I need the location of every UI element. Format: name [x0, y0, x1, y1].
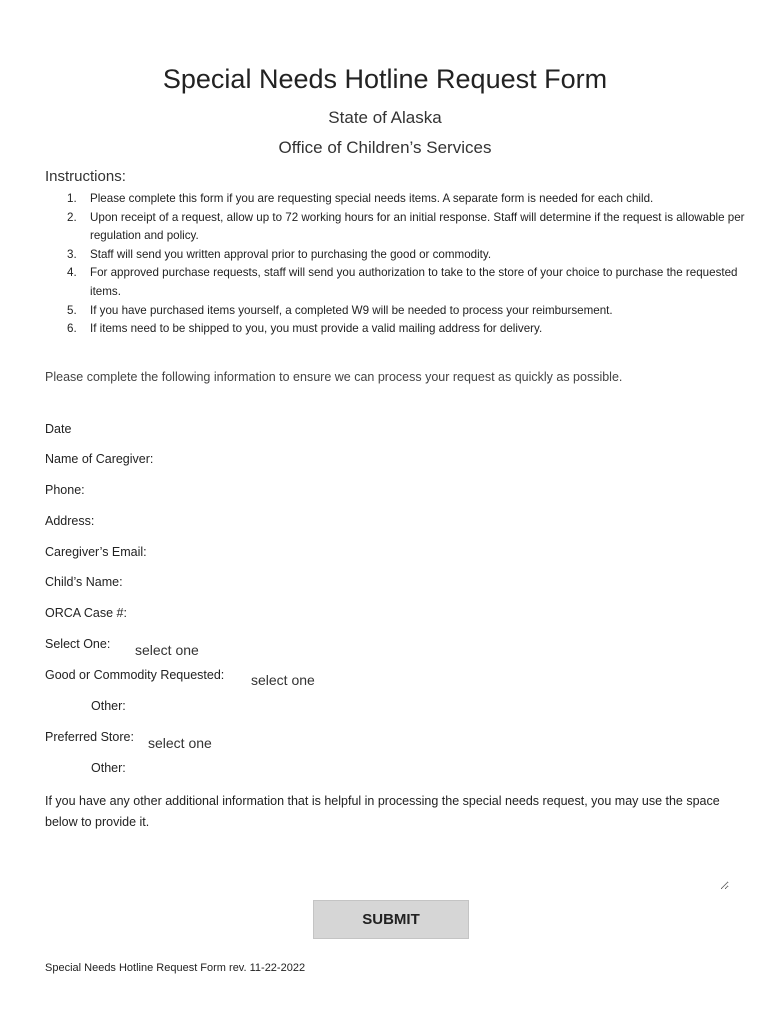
- good-commodity-label: Good or Commodity Requested:: [45, 668, 225, 682]
- office-subtitle: Office of Children’s Services: [278, 138, 492, 157]
- phone-input[interactable]: [95, 481, 399, 501]
- form-title: Special Needs Hotline Request Form: [162, 64, 608, 94]
- instruction-item: [45, 302, 745, 321]
- submit-button[interactable]: SUBMIT: [313, 900, 469, 939]
- instruction-text: Upon receipt of a request, allow up to 72 working hours for an initial response. Staff will determine if the request is allowable per regulation and policy.: [90, 210, 745, 243]
- instruction-item: [45, 246, 745, 265]
- instruction-text: If you have purchased items yourself, a completed W9 will be needed to process your reimbursement.: [90, 303, 613, 317]
- other-label: Other:: [91, 699, 126, 713]
- select-one-label: Select One:: [45, 637, 111, 651]
- additional-info-textarea[interactable]: [45, 836, 729, 890]
- other-label: Other:: [91, 761, 126, 775]
- address-input[interactable]: [102, 512, 606, 532]
- orca-case-label: ORCA Case #:: [45, 606, 127, 620]
- child-name-label: Child’s Name:: [45, 575, 123, 589]
- instruction-item: [45, 209, 745, 246]
- child-name-input[interactable]: [135, 573, 539, 593]
- good-commodity-dropdown[interactable]: select one: [251, 672, 315, 688]
- preferred-store-label: Preferred Store:: [45, 730, 134, 744]
- caregiver-email-input[interactable]: [160, 543, 564, 563]
- additional-info-text: If you have any other additional information that is helpful in processing the special needs request, you may use the space below to provide it.: [45, 794, 720, 829]
- orca-case-input[interactable]: [132, 604, 436, 624]
- instruction-number: 1.: [67, 192, 77, 205]
- caregiver-name-input[interactable]: [170, 450, 574, 470]
- date-input[interactable]: [80, 420, 384, 440]
- instruction-item: [45, 264, 745, 301]
- instruction-number: 3.: [67, 247, 77, 261]
- intro-text: Please complete the following information to ensure we can process your request as quickly as possible.: [45, 370, 623, 384]
- instruction-item: [45, 190, 745, 209]
- instructions-list: [45, 190, 745, 339]
- instruction-number: 2.: [67, 210, 77, 224]
- caregiver-name-label: Name of Caregiver:: [45, 452, 154, 466]
- preferred-store-dropdown[interactable]: select one: [148, 735, 212, 751]
- select-one-dropdown[interactable]: select one: [135, 642, 199, 658]
- address-label: Address:: [45, 514, 95, 528]
- instruction-number: 6.: [67, 322, 77, 336]
- instruction-text: If items need to be shipped to you, you must provide a valid mailing address for delivery.: [90, 322, 543, 336]
- date-label: Date: [45, 422, 72, 436]
- instruction-text: Staff will send you written approval prior to purchasing the good or commodity.: [90, 247, 492, 261]
- other-commodity-input[interactable]: [136, 697, 540, 717]
- instruction-text: Please complete this form if you are requesting special needs items. A separate form is needed for each child.: [90, 192, 654, 205]
- instruction-text: For approved purchase requests, staff will send you authorization to take to the store of your choice to purchase the requested items.: [90, 266, 738, 298]
- state-subtitle: State of Alaska: [328, 108, 442, 127]
- caregiver-email-label: Caregiver’s Email:: [45, 545, 147, 559]
- instruction-number: 4.: [67, 266, 77, 280]
- instruction-number: 5.: [67, 303, 77, 317]
- instructions-heading: Instructions:: [45, 168, 126, 185]
- other-store-input[interactable]: [136, 759, 540, 779]
- instruction-item: [45, 320, 745, 339]
- footer-revision: Special Needs Hotline Request Form rev. 11-22-2022: [45, 962, 306, 974]
- phone-label: Phone:: [45, 483, 85, 497]
